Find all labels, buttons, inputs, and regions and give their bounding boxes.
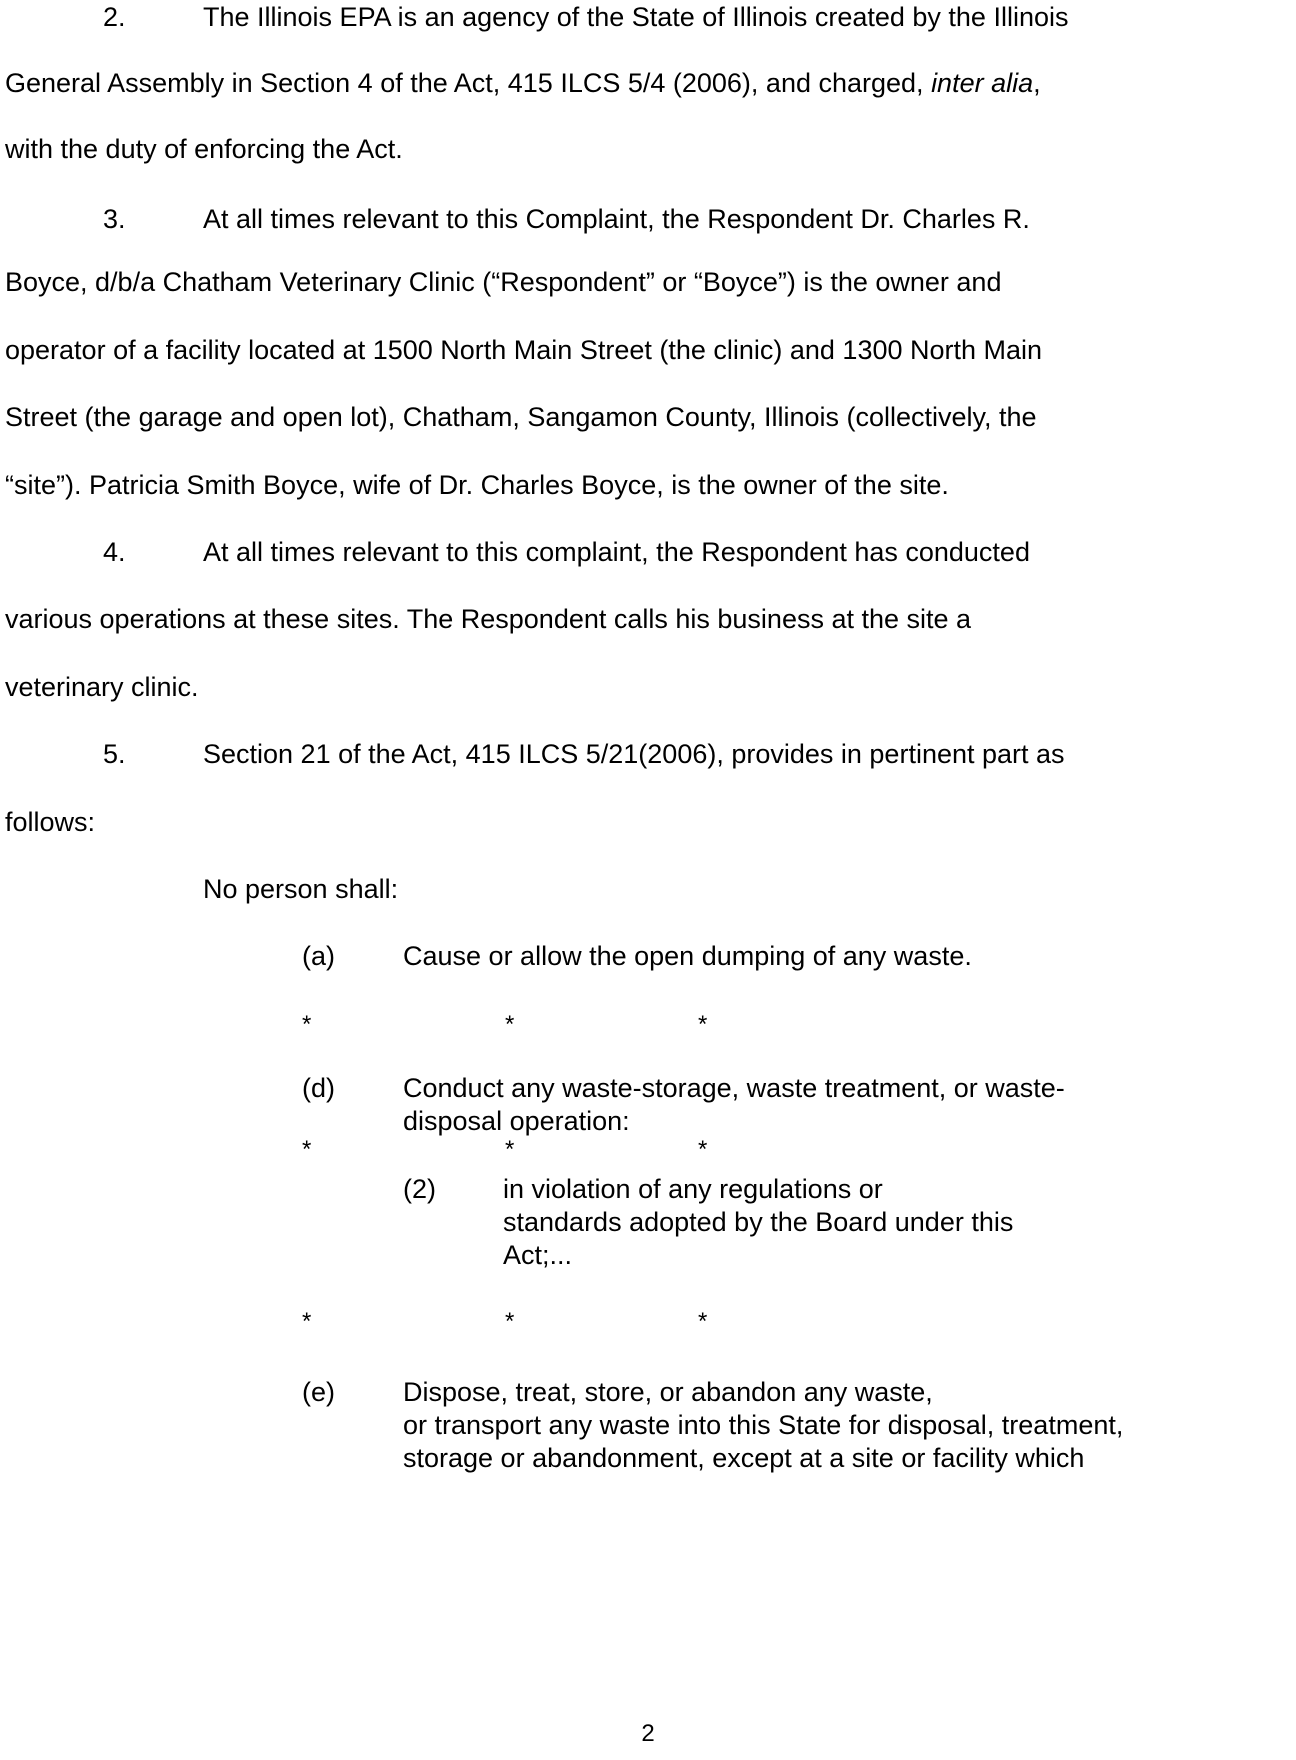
paragraph-4-line-3: veterinary clinic. <box>5 672 199 702</box>
quote-item-e-line-1: Dispose, treat, store, or abandon any waste, <box>403 1377 933 1407</box>
omission-star: * <box>698 1136 708 1163</box>
paragraph-3-line-2: Boyce, d/b/a Chatham Veterinary Clinic (“Respondent” or “Boyce”) is the owner and <box>5 267 1002 297</box>
paragraph-2-line-2-text: General Assembly in Section 4 of the Act, 415 ILCS 5/4 (2006), and charged, <box>5 68 932 98</box>
quote-item-d2-line-1: in violation of any regulations or <box>503 1174 883 1204</box>
paragraph-5-line-1: Section 21 of the Act, 415 ILCS 5/21(2006), provides in pertinent part as <box>203 739 1065 769</box>
quote-intro: No person shall: <box>203 874 399 904</box>
omission-star: * <box>302 1308 312 1335</box>
paragraph-3-line-1: At all times relevant to this Complaint, the Respondent Dr. Charles R. <box>203 204 1030 234</box>
paragraph-2-line-2 <box>5 66 1041 100</box>
paragraph-5-number: 5. <box>103 739 126 769</box>
omission-star: * <box>505 1011 515 1038</box>
quote-item-d-label: (d) <box>302 1073 335 1103</box>
paragraph-5-line-2: follows: <box>5 807 96 837</box>
omission-star: * <box>302 1011 312 1038</box>
quote-item-e-line-2: or transport any waste into this State for disposal, treatment, <box>403 1410 1124 1440</box>
paragraph-4-number: 4. <box>103 537 126 567</box>
omission-star: * <box>698 1308 708 1335</box>
omission-star: * <box>302 1136 312 1163</box>
quote-item-d-line-1: Conduct any waste-storage, waste treatment, or waste- <box>403 1073 1065 1103</box>
paragraph-4-line-1: At all times relevant to this complaint, the Respondent has conducted <box>203 537 1030 567</box>
paragraph-2-line-2-comma: , <box>1033 68 1041 98</box>
paragraph-2-italic-phrase: inter alia <box>931 68 1034 98</box>
quote-item-a-label: (a) <box>302 941 335 971</box>
quote-item-d2-line-3: Act;... <box>503 1240 573 1270</box>
quote-item-d2-line-2: standards adopted by the Board under this <box>503 1207 1014 1237</box>
quote-item-d-line-2: disposal operation: <box>403 1106 630 1136</box>
quote-item-a-text: Cause or allow the open dumping of any waste. <box>403 941 972 971</box>
paragraph-2-line-1: The Illinois EPA is an agency of the State of Illinois created by the Illinois <box>203 2 1069 32</box>
quote-item-e-label: (e) <box>302 1377 335 1407</box>
omission-star: * <box>505 1136 515 1163</box>
paragraph-3-line-4: Street (the garage and open lot), Chatham, Sangamon County, Illinois (collectively, the <box>5 402 1037 432</box>
paragraph-4-line-2: various operations at these sites. The Respondent calls his business at the site a <box>5 604 972 634</box>
page-number: 2 <box>641 1720 655 1747</box>
paragraph-3-number: 3. <box>103 204 126 234</box>
paragraph-2-line-3: with the duty of enforcing the Act. <box>5 134 403 164</box>
paragraph-3-line-5: “site”). Patricia Smith Boyce, wife of Dr. Charles Boyce, is the owner of the site. <box>5 470 949 500</box>
quote-item-d2-label: (2) <box>403 1174 436 1204</box>
omission-star: * <box>505 1308 515 1335</box>
quote-item-e-line-3: storage or abandonment, except at a site or facility which <box>403 1443 1085 1473</box>
paragraph-3-line-3: operator of a facility located at 1500 North Main Street (the clinic) and 1300 North Main <box>5 335 1043 365</box>
paragraph-2-number: 2. <box>103 2 126 32</box>
omission-star: * <box>698 1011 708 1038</box>
